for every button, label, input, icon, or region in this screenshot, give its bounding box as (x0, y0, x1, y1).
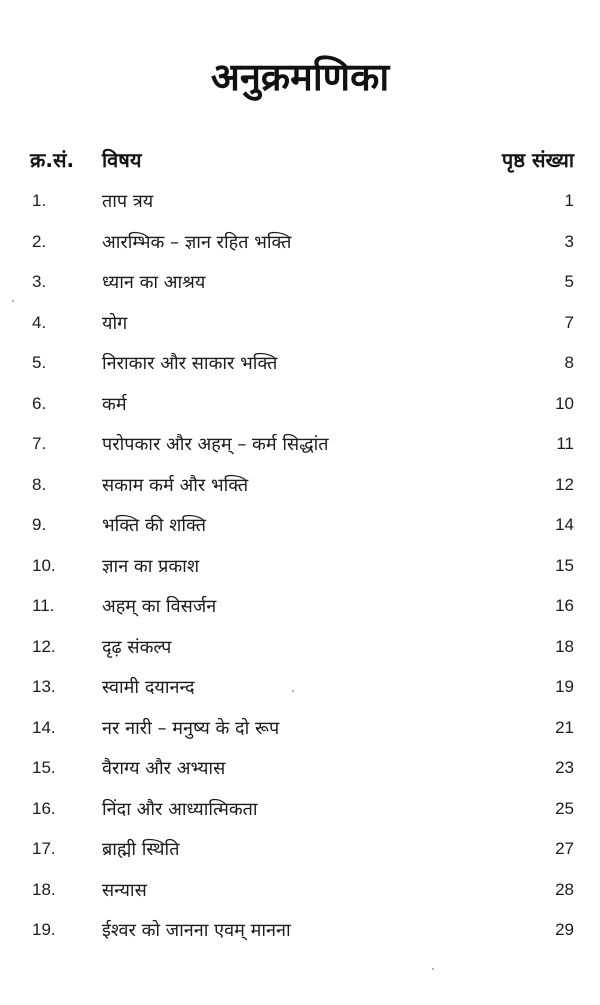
entry-number: 14. (32, 717, 56, 737)
toc-entry (0, 874, 600, 915)
entry-subject: अहम् का विसर्जन (102, 596, 217, 617)
header-page-number: पृष्ठ संख्या (501, 148, 574, 172)
entry-number: 16. (32, 798, 56, 818)
entry-subject: दृढ़ संकल्प (102, 636, 172, 658)
entry-page-number: 14 (555, 515, 574, 534)
entry-page-number: 8 (564, 353, 574, 372)
entry-number: 17. (32, 839, 56, 858)
entry-page-number: 15 (555, 555, 574, 575)
entry-number: 4. (32, 312, 47, 332)
entry-subject: ज्ञान का प्रकाश (102, 555, 200, 577)
entry-subject: स्वामी दयानन्द (102, 677, 195, 698)
entry-page-number: 10 (555, 393, 574, 413)
header-number: क्र.सं. (30, 148, 75, 172)
entry-subject: निराकार और साकार भक्ति (102, 353, 278, 374)
page-title: अनुक्रमणिका (210, 55, 390, 99)
entry-number: 13. (32, 677, 56, 696)
entry-page-number: 23 (555, 758, 574, 777)
entry-page-number: 12 (555, 474, 574, 494)
toc-entry (0, 550, 600, 591)
toc-entry (0, 388, 600, 429)
entry-page-number: 18 (555, 636, 574, 656)
entry-number: 8. (32, 474, 47, 494)
entry-number: 10. (32, 555, 56, 575)
contents-list (0, 185, 600, 955)
toc-entry (0, 307, 600, 348)
entry-subject: नर नारी – मनुष्य के दो रूप (102, 717, 280, 739)
entry-number: 9. (32, 515, 47, 534)
entry-page-number: 16 (555, 596, 574, 615)
toc-entry (0, 631, 600, 672)
toc-entry (0, 793, 600, 834)
toc-entry (0, 347, 600, 388)
entry-subject: भक्ति की शक्ति (102, 515, 206, 536)
entry-subject: ब्राह्मी स्थिति (102, 839, 180, 860)
entry-page-number: 19 (555, 677, 574, 696)
toc-entry (0, 226, 600, 267)
header-subject: विषय (102, 148, 142, 172)
entry-number: 11. (32, 596, 55, 615)
entry-number: 15. (32, 758, 56, 777)
toc-entry (0, 266, 600, 307)
toc-entry (0, 671, 600, 712)
entry-subject: कर्म (102, 393, 127, 415)
entry-number: 2. (32, 231, 47, 251)
entry-subject: वैराग्य और अभ्यास (102, 758, 226, 779)
toc-entry (0, 185, 600, 226)
entry-number: 6. (32, 393, 47, 413)
entry-subject: आरम्भिक – ज्ञान रहित भक्ति (102, 231, 292, 253)
entry-page-number: 28 (555, 879, 574, 899)
entry-subject: सकाम कर्म और भक्ति (102, 474, 249, 496)
toc-entry (0, 914, 600, 955)
toc-entry (0, 833, 600, 874)
entry-number: 7. (32, 434, 47, 453)
entry-page-number: 1 (564, 191, 574, 210)
toc-entry (0, 590, 600, 631)
entry-number: 5. (32, 353, 47, 372)
entry-page-number: 3 (564, 231, 574, 251)
toc-entry (0, 469, 600, 510)
entry-page-number: 29 (555, 920, 574, 939)
entry-number: 12. (32, 636, 56, 656)
entry-number: 18. (32, 879, 56, 899)
entry-page-number: 21 (555, 717, 574, 737)
entry-subject: ईश्वर को जानना एवम् मानना (102, 920, 291, 941)
scan-speck (432, 968, 434, 970)
entry-page-number: 27 (555, 839, 574, 858)
entry-subject: सन्यास (102, 879, 147, 901)
toc-entry (0, 752, 600, 793)
entry-subject: योग (102, 312, 128, 334)
toc-entry (0, 428, 600, 469)
entry-subject: निंदा और आध्यात्मिकता (102, 798, 258, 820)
entry-number: 1. (32, 191, 47, 210)
scan-speck (292, 690, 294, 692)
entry-number: 19. (32, 920, 56, 939)
entry-number: 3. (32, 272, 47, 291)
entry-subject: परोपकार और अहम् – कर्म सिद्धांत (102, 434, 329, 455)
toc-entry (0, 712, 600, 753)
entry-page-number: 7 (564, 312, 574, 332)
toc-entry (0, 509, 600, 550)
entry-subject: ध्यान का आश्रय (102, 272, 206, 293)
entry-page-number: 25 (555, 798, 574, 818)
scan-speck (12, 300, 14, 302)
entry-subject: ताप त्रय (102, 191, 154, 212)
table-header (0, 146, 600, 176)
entry-page-number: 5 (564, 272, 574, 291)
entry-page-number: 11 (556, 434, 574, 453)
